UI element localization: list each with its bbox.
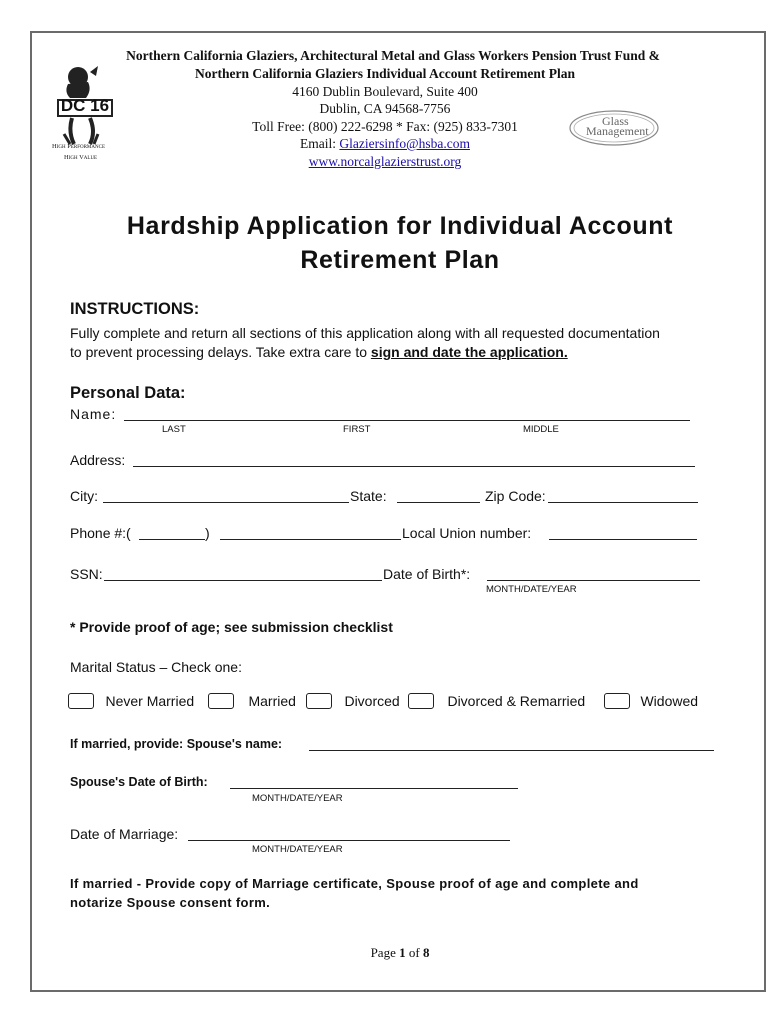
name-sub-last: LAST [162,424,186,435]
personal-data-heading: Personal Data: [70,384,186,402]
logo-management-text: Management [586,124,649,138]
page-pre: Page [370,945,400,960]
married-note-line-1: If married - Provide copy of Marriage certificate, Spouse proof of age and complete and [70,876,639,891]
name-sub-first: FIRST [343,424,371,435]
married-note-line-2: notarize Spouse consent form. [70,895,271,910]
page-num: 1 [399,945,406,960]
spouse-dob-sub: MONTH/DATE/YEAR [252,793,343,804]
ssn-field[interactable] [104,567,382,581]
checkbox-divorced-remarried[interactable] [408,693,434,709]
dob-sub: MONTH/DATE/YEAR [486,584,577,595]
instructions-text-2 [70,344,568,360]
header-email-line [0,135,770,152]
spouse-name-field[interactable] [309,737,714,751]
dc16-text: DC 16 [60,96,110,115]
option-label-divorced: Divorced [344,692,400,709]
phone-number-field[interactable] [220,526,401,540]
marital-option-never-married[interactable] [68,692,194,710]
dob-field[interactable] [487,567,700,581]
city-field[interactable] [103,489,349,503]
ssn-label: SSN: [70,566,103,582]
instructions-text-2-pre: to prevent processing delays. Take extra care to [70,344,371,360]
instructions-text-1: Fully complete and return all sections of this application along with all requested documentation [70,325,660,341]
page-total: 8 [422,945,430,960]
logo-caption-2: High Value [64,154,98,161]
sign-date-emphasis: sign and date the application. [370,344,568,360]
option-label-married: Married [248,692,296,709]
marriage-date-label: Date of Marriage: [70,826,179,842]
header-phone: Toll Free: (800) 222-6298 * Fax: (925) 833-7301 [252,119,518,134]
logo-caption-1: High Performance [52,143,105,150]
header-website-line [0,153,770,170]
option-label-never-married: Never Married [105,692,195,709]
phone-close-paren: ) [205,525,210,541]
union-field[interactable] [549,526,697,540]
header-address: 4160 Dublin Boulevard, Suite 400 [292,84,478,99]
header-city: Dublin, CA 94568-7756 [319,101,451,116]
checkbox-married[interactable] [208,693,234,709]
name-field[interactable] [124,407,690,421]
spouse-name-label: If married, provide: Spouse's name: [70,737,283,751]
option-label-divorced-remarried: Divorced & Remarried [447,692,586,709]
dob-label: Date of Birth*: [383,566,471,582]
spouse-dob-field[interactable] [230,775,518,789]
email-label: Email: [300,136,340,151]
proof-of-age-note: * Provide proof of age; see submission checklist [70,619,393,635]
page-mid: of [405,945,423,960]
spouse-dob-label: Spouse's Date of Birth: [70,775,208,789]
marital-option-divorced-remarried[interactable] [408,692,585,710]
checkbox-widowed[interactable] [604,693,630,709]
name-label: Name: [70,406,117,422]
header-line-1: Northern California Glaziers, Architectural Metal and Glass Workers Pension Trust Fund & [126,48,660,63]
website-link[interactable]: www.norcalglazierstrust.org [308,154,462,169]
phone-area-code-field[interactable] [139,526,205,540]
page-title-line-1: Hardship Application for Individual Account [126,212,674,240]
checkbox-never-married[interactable] [68,693,94,709]
marital-option-divorced[interactable] [306,692,400,710]
page-number [0,945,770,961]
union-label: Local Union number: [402,525,532,541]
zip-label: Zip Code: [485,488,546,504]
name-sub-middle: MIDDLE [523,424,559,435]
marital-option-widowed[interactable] [604,692,698,710]
zip-field[interactable] [548,489,698,503]
phone-label: Phone #:( [70,525,131,541]
option-label-widowed: Widowed [640,692,699,709]
state-field[interactable] [397,489,480,503]
header-line-2: Northern California Glaziers Individual Account Retirement Plan [195,66,575,81]
marital-status-label: Marital Status – Check one: [70,659,242,675]
instructions-heading: INSTRUCTIONS: [70,300,200,318]
address-field[interactable] [133,453,695,467]
address-label: Address: [70,452,126,468]
email-link[interactable]: Glaziersinfo@hsba.com [339,136,470,151]
marriage-date-sub: MONTH/DATE/YEAR [252,844,343,855]
checkbox-divorced[interactable] [306,693,332,709]
marital-option-married[interactable] [208,692,296,710]
page-border [30,31,766,992]
page-title-line-2: Retirement Plan [300,246,500,274]
city-label: City: [70,488,98,504]
state-label: State: [350,488,387,504]
logo-glass-text: Glass [602,114,629,128]
marriage-date-field[interactable] [188,827,510,841]
